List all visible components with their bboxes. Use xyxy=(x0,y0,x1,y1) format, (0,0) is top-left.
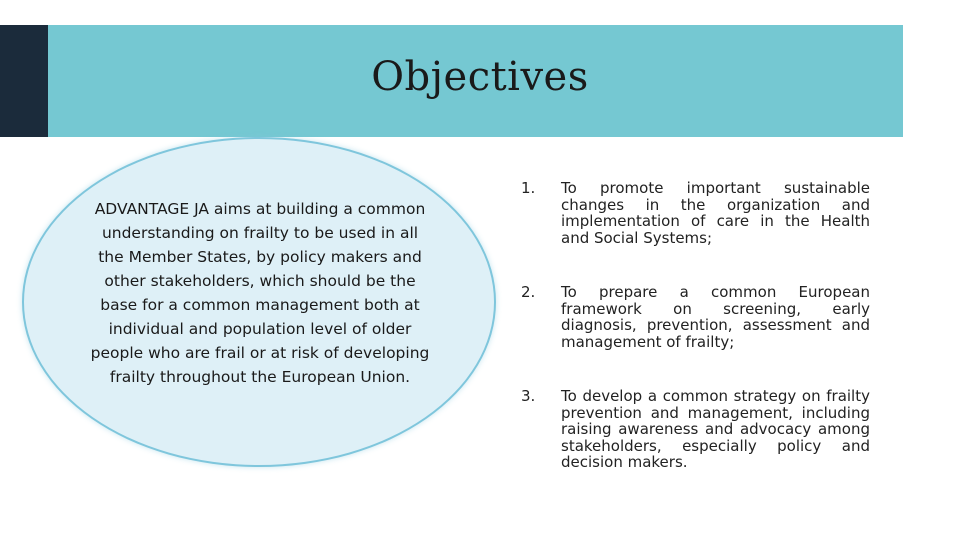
objective-number: 1. xyxy=(521,179,536,197)
objective-text: To develop a common strategy on frailty prevention and management, including raising awareness and advocacy among stakeholders, especially policy and decision makers. xyxy=(561,387,870,471)
objective-text: To prepare a common European framework on screening, early diagnosis, prevention, assessment and management of frailty; xyxy=(561,283,870,351)
summary-text: ADVANTAGE JA aims at building a common understanding on frailty to be used in all the Member States, by policy makers and other stakeholders, which should be the base for a common management both at individual and population level of older people who are frail or at risk of developing frailty throughout the European Union. xyxy=(90,200,430,386)
slide-title: Objectives xyxy=(371,54,589,100)
objective-number: 2. xyxy=(521,283,536,301)
objective-text: To promote important sustainable changes in the organization and implementation of care in the Health and Social Systems; xyxy=(561,179,870,247)
objective-number: 3. xyxy=(521,387,536,405)
